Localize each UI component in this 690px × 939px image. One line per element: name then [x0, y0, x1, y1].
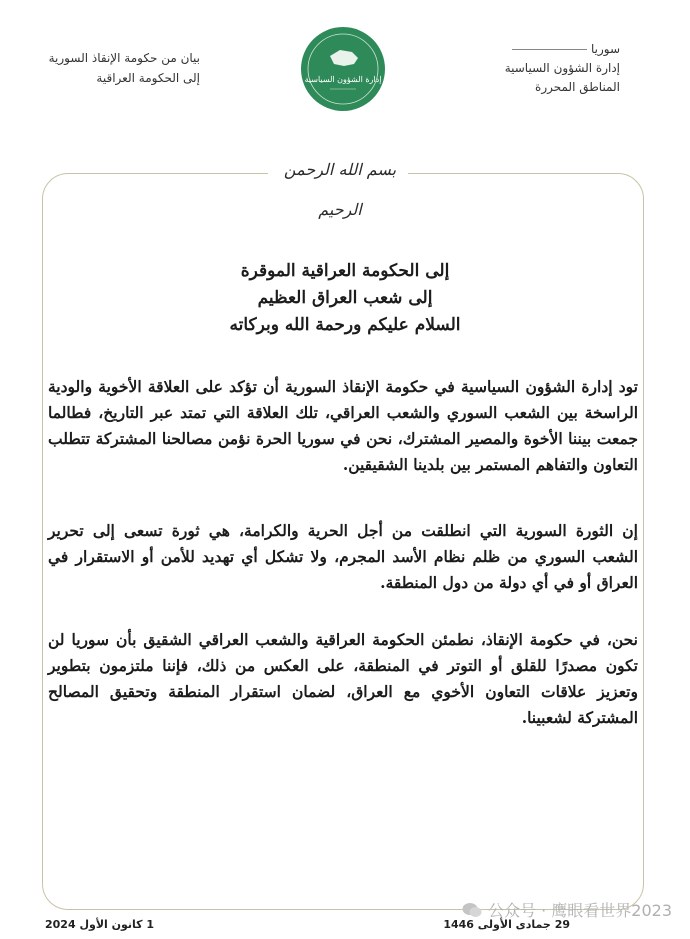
watermark [462, 898, 672, 921]
footer-hijri-date: 29 جمادى الأولى 1446 [443, 918, 570, 931]
footer-gregorian-date: 1 كانون الأول 2024 [45, 918, 155, 931]
header-country: سوريا [590, 42, 620, 56]
header-country-line [450, 40, 620, 59]
letter-greeting [60, 258, 630, 339]
wechat-icon [462, 902, 482, 918]
department-logo [300, 26, 386, 112]
letter-paragraph: تود إدارة الشؤون السياسية في حكومة الإنقاذ السورية أن تؤكد على العلاقة الأخوية والودية الراسخة بين الشعب السوري والشعب العراقي، تلك العلاقة التي تمتد عبر التاريخ، فطالما جمعت بيننا الأخوة والمصير المشترك، نحن في سوريا الحرة نؤمن مصالحنا المشتركة تتطلب التعاون والتفاهم المستمر بين بلدينا الشقيقين. [48, 377, 638, 474]
letter-paragraph: إن الثورة السورية التي انطلقت من أجل الحرية والكرامة، هي ثورة تسعى إلى تحرير الشعب السوري من ظلم نظام الأسد المجرم، ولا تشكل أي تهديد للأمن أو الاستقرار في العراق أو في أي دولة من دول المنطقة. [48, 521, 638, 592]
header-rule [512, 49, 587, 50]
logo-text: إدارة الشؤون السياسية [304, 75, 382, 84]
header-department: إدارة الشؤون السياسية [504, 61, 620, 75]
letter-paragraph: نحن، في حكومة الإنقاذ، نطمئن الحكومة العراقية والشعب العراقي الشقيق بأن سوريا لن تكون مصدرًا للقلق أو التوتر في المنطقة، على العكس من ذلك، فإننا ملتزمون بتطوير وتعزيز علاقات التعاون الأخوي مع العراق، لضمان استقرار المنطقة وتحقيق المصالح المشتركة لشعبينا. [48, 630, 638, 727]
logo-emblem-icon [300, 26, 386, 112]
watermark-text: 公众号 · 鹰眼看世界2023 [488, 901, 672, 920]
header-statement-block [30, 48, 200, 88]
header-region: المناطق المحررة [535, 80, 620, 94]
basmala-calligraphy: بسم الله الرحمن الرحيم [283, 160, 397, 219]
greeting-line1: إلى الحكومة العراقية الموقرة [240, 261, 450, 281]
greeting-line2: إلى شعب العراق العظيم [257, 288, 433, 308]
greeting-line3: السلام عليكم ورحمة الله وبركاته [229, 315, 461, 335]
header-department-block [450, 40, 620, 97]
header-statement-line1: بيان من حكومة الإنقاذ السورية [48, 51, 200, 65]
header-statement-line2: إلى الحكومة العراقية [96, 71, 200, 85]
